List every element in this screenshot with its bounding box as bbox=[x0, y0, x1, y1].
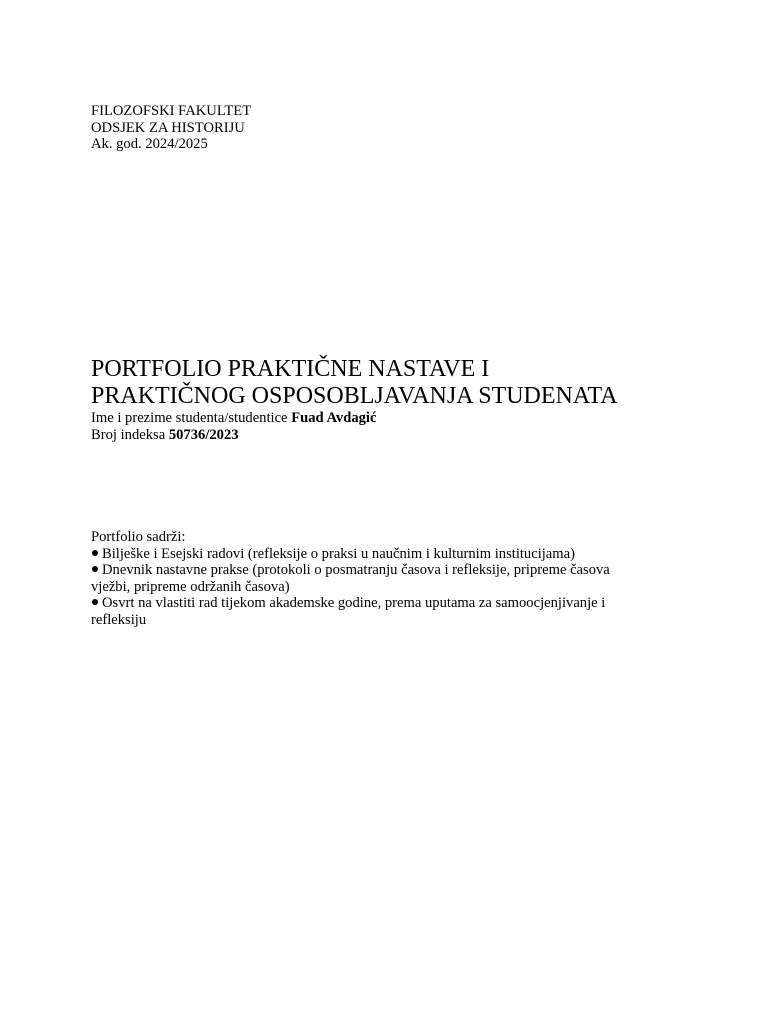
list-item bbox=[91, 562, 651, 595]
student-name-line bbox=[91, 410, 711, 427]
list-item-text: Bilješke i Esejski radovi (refleksije o praksi u naučnim i kulturnim institucijama) bbox=[102, 545, 575, 562]
faculty-name: FILOZOFSKI FAKULTET bbox=[91, 103, 252, 119]
index-number-label: Broj indeksa bbox=[91, 426, 169, 443]
student-name-value: Fuad Avdagić bbox=[291, 410, 377, 426]
list-item bbox=[91, 546, 651, 563]
document-title-line-2: PRAKTIČNOG OSPOSOBLJAVANJA STUDENATA bbox=[91, 383, 618, 409]
contents-list bbox=[91, 546, 651, 629]
bullet-icon bbox=[92, 599, 98, 605]
list-item-text: Dnevnik nastavne prakse (protokoli o posmatranju časova i refleksije, pripreme časova vježbi, pripreme održanih časova) bbox=[91, 562, 610, 595]
student-name-label: Ime i prezime studenta/studentice bbox=[91, 410, 292, 426]
index-number-value: 50736/2023 bbox=[168, 426, 239, 443]
list-item-text: Osvrt na vlastiti rad tijekom akademske godine, prema uputama za samoocjenjivanje i refleksiju bbox=[91, 595, 606, 628]
index-number-line bbox=[91, 427, 711, 444]
document-title bbox=[91, 356, 711, 410]
list-item bbox=[91, 595, 651, 628]
title-section bbox=[91, 356, 711, 443]
department-name: ODSJEK ZA HISTORIJU bbox=[91, 119, 245, 136]
portfolio-contents bbox=[91, 529, 651, 628]
bullet-icon bbox=[92, 550, 98, 556]
bullet-icon bbox=[92, 566, 98, 572]
institution-header bbox=[91, 103, 691, 153]
academic-year: Ak. god. 2024/2025 bbox=[91, 136, 208, 152]
document-title-line-1: PORTFOLIO PRAKTIČNE NASTAVE I bbox=[91, 356, 490, 382]
contents-heading: Portfolio sadrži: bbox=[91, 529, 186, 545]
